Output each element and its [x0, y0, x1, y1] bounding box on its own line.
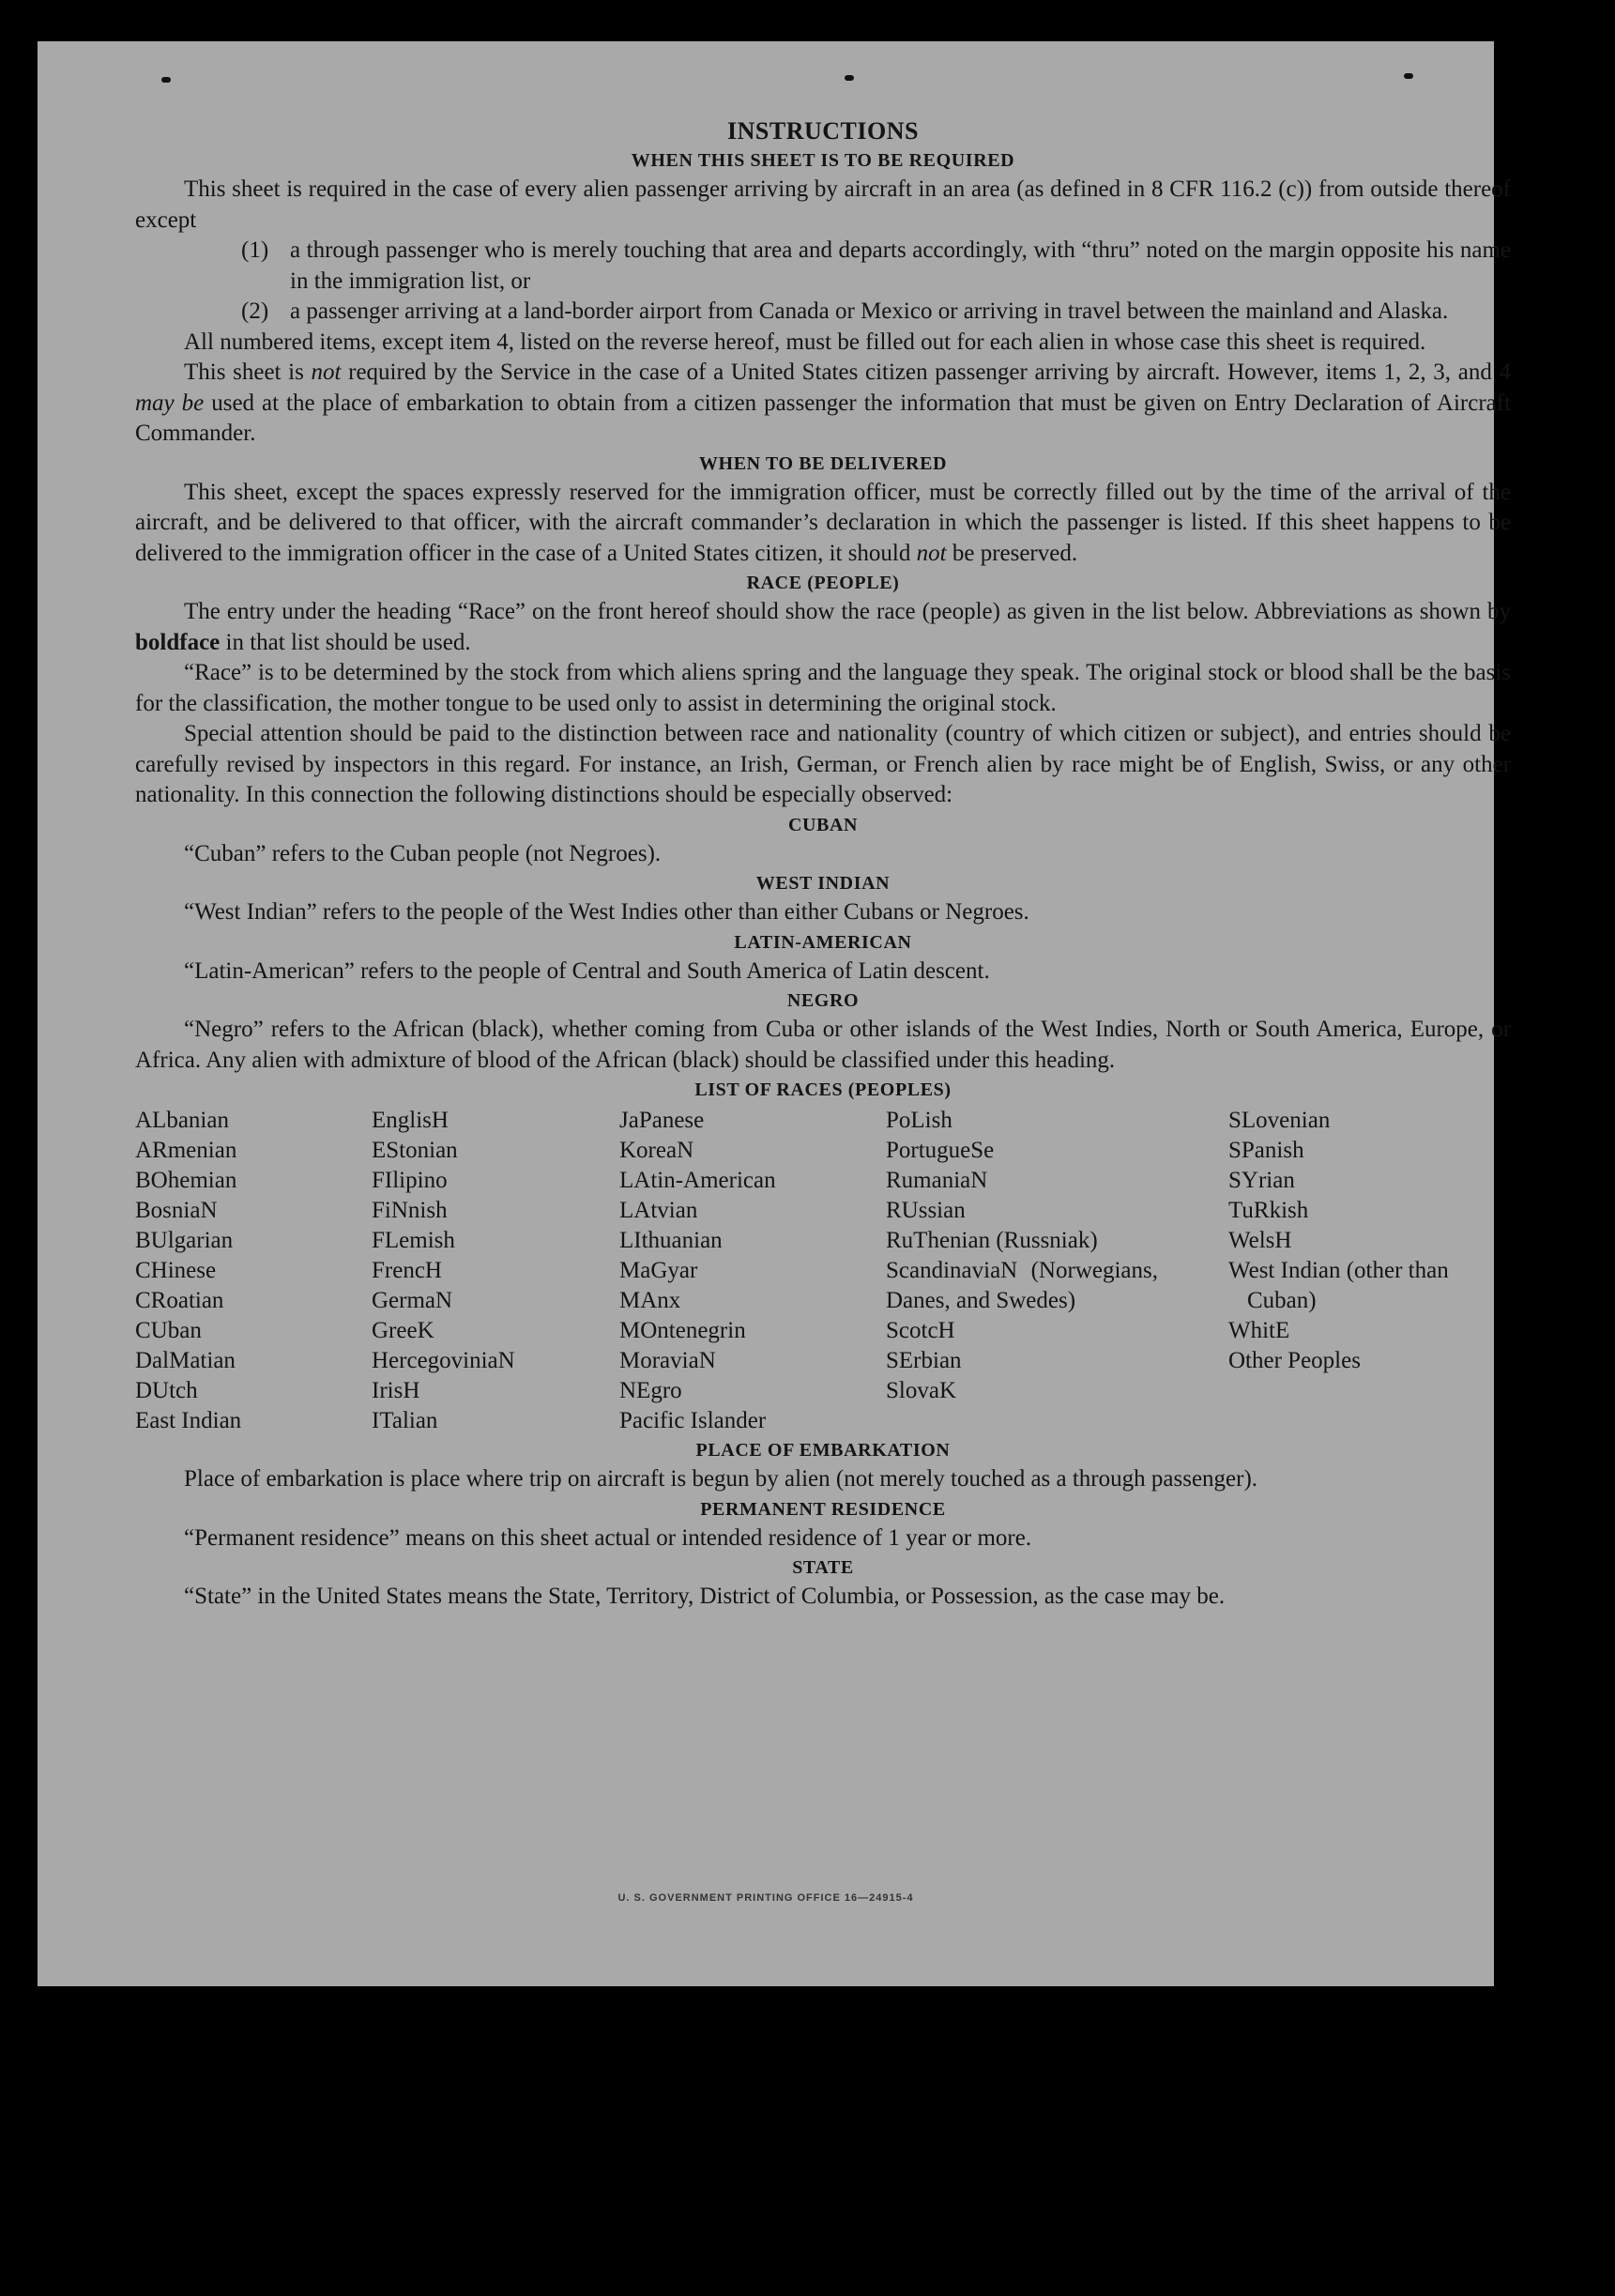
- text-run: required by the Service in the case of a United States citizen passenger arriving by aircraft. However, items 1, 2, 3, and 4: [341, 360, 1511, 385]
- paragraph: All numbered items, except item 4, listed on the reverse hereof, must be filled out for each alien in whose case this sheet is required.: [184, 329, 1426, 355]
- emphasis: may be: [135, 390, 205, 416]
- list-item: IrisH: [372, 1378, 420, 1403]
- text-run: This sheet, except the spaces expressly reserved for the immigration officer, must be correctly filled out by the time of the arrival of the aircraft, and be delivered to that officer, with the aircraft commander’s declaration in which the passenger is listed. If this sheet happens to be delivered to the immigration officer in the case of a United States citizen, it should: [135, 479, 1511, 566]
- list-item: LAtvian: [619, 1198, 698, 1223]
- list-item: MAnx: [619, 1288, 681, 1313]
- printer-imprint: U. S. GOVERNMENT PRINTING OFFICE 16—24915-4: [617, 1892, 914, 1904]
- paragraph: “West Indian” refers to the people of the West Indies other than either Cubans or Negroes.: [184, 899, 1029, 925]
- paragraph: “Permanent residence” means on this sheet actual or intended residence of 1 year or more.: [184, 1524, 1032, 1551]
- list-item: MaGyar: [619, 1258, 698, 1283]
- list-item: FLemish: [372, 1228, 455, 1253]
- item-text: a passenger arriving at a land-border airport from Canada or Mexico or arriving in travel between the mainland and Alaska.: [290, 298, 1449, 324]
- list-item: ITalian: [372, 1408, 438, 1433]
- list-item: PortugueSe: [886, 1138, 995, 1163]
- text-run: used at the place of embarkation to obtain from a citizen passenger the information that must be given on Entry Declaration of Aircraft Commander.: [135, 390, 1512, 446]
- list-item: RuThenian (Russniak): [886, 1228, 1098, 1253]
- list-item: DalMatian: [135, 1348, 236, 1373]
- paragraph: “Race” is to be determined by the stock from which aliens spring and the language they speak. The original stock or blood shall be the basis for the classification, the mother tongue to be used only to assist in determining the original stock.: [135, 660, 1511, 716]
- emphasis: not: [916, 540, 947, 566]
- paragraph: [135, 358, 1511, 450]
- paragraph: [135, 478, 1511, 570]
- list-item: ScotcH: [886, 1318, 955, 1343]
- list-item: Pacific Islander: [619, 1408, 767, 1433]
- list-item: WelsH: [1228, 1228, 1292, 1253]
- page-title: INSTRUCTIONS: [727, 117, 919, 145]
- paragraph: [135, 597, 1511, 658]
- list-item: DUtch: [135, 1378, 198, 1403]
- paragraph: Place of embarkation is place where trip on aircraft is begun by alien (not merely touched as a through passenger).: [184, 1466, 1258, 1492]
- list-item: SLovenian: [1228, 1108, 1331, 1133]
- list-item: BOhemian: [135, 1168, 237, 1193]
- list-item: GermaN: [372, 1288, 453, 1313]
- list-item: ARmenian: [135, 1138, 237, 1163]
- race-column-2: [372, 1106, 515, 1436]
- list-item: FiNnish: [372, 1198, 448, 1223]
- list-item: MoraviaN: [619, 1348, 716, 1373]
- item-number: (2): [241, 298, 269, 324]
- item-text: a through passenger who is merely touching that area and departs accordingly, with “thru” noted on the margin opposite his name in the immigration list, or: [290, 237, 1511, 294]
- heading-when-delivered: WHEN TO BE DELIVERED: [698, 452, 948, 474]
- list-item: JaPanese: [619, 1108, 705, 1133]
- race-column-1: [135, 1106, 241, 1436]
- list-item: Other Peoples: [1228, 1348, 1361, 1373]
- heading-list-of-races: LIST OF RACES (PEOPLES): [694, 1079, 952, 1100]
- paragraph: Special attention should be paid to the distinction between race and nationality (country of which citizen or subject), and entries should be carefully revised by inspectors in this regard. For instance, an Irish, German, or French alien by race might be of English, Swiss, or any other nationality. In this connection the following distinctions should be especially observed:: [135, 721, 1511, 807]
- list-item: CRoatian: [135, 1288, 224, 1313]
- list-item: RumaniaN: [886, 1168, 988, 1193]
- heading-embarkation: PLACE OF EMBARKATION: [695, 1440, 951, 1461]
- list-item: East Indian: [135, 1408, 242, 1433]
- list-item: FrencH: [372, 1258, 442, 1283]
- list-item: West Indian (other than Cuban): [1228, 1258, 1449, 1313]
- paragraph: “Latin-American” refers to the people of Central and South America of Latin descent.: [184, 957, 990, 984]
- item-number: (1): [241, 237, 269, 263]
- list-item: TuRkish: [1228, 1198, 1309, 1223]
- heading-latin-american: LATIN-AMERICAN: [734, 931, 912, 953]
- list-item: ScandinaviaN (Norwegians, Danes, and Swedes): [886, 1258, 1158, 1313]
- document-body: [135, 116, 1511, 1613]
- document-page: [38, 41, 1512, 1986]
- list-item: CUban: [135, 1318, 202, 1343]
- list-item: ALbanian: [135, 1108, 229, 1133]
- race-list: [135, 1106, 1511, 1436]
- heading-state: STATE: [792, 1557, 854, 1578]
- list-item: LAtin-American: [619, 1168, 776, 1193]
- list-item: KoreaN: [619, 1138, 694, 1163]
- text-run: This sheet is: [184, 360, 312, 385]
- list-item: MOntenegrin: [619, 1318, 746, 1343]
- list-item: SPanish: [1228, 1138, 1304, 1163]
- list-item: NEgro: [619, 1378, 682, 1403]
- scan-mark: [1404, 73, 1413, 79]
- list-item: SlovaK: [886, 1378, 956, 1403]
- list-item: GreeK: [372, 1318, 434, 1343]
- paragraph: “State” in the United States means the State, Territory, District of Columbia, or Possession, as the case may be.: [184, 1584, 1226, 1609]
- paragraph: “Negro” refers to the African (black), whether coming from Cuba or other islands of the West Indies, North or South America, Europe, or Africa. Any alien with admixture of blood of the African (black) should be classified under this heading.: [135, 1017, 1511, 1073]
- race-column-3: [619, 1106, 776, 1436]
- race-column-4: [886, 1106, 1158, 1406]
- list-item: BUlgarian: [135, 1228, 234, 1253]
- list-item: BosniaN: [135, 1198, 218, 1223]
- list-item: FIlipino: [372, 1168, 448, 1193]
- heading-west-indian: WEST INDIAN: [755, 873, 891, 894]
- list-item: EnglisH: [372, 1108, 449, 1133]
- text-run: The entry under the heading “Race” on the front hereof should show the race (people) as given in the list below. Abbreviations as shown by: [184, 599, 1511, 624]
- heading-negro: NEGRO: [786, 990, 860, 1011]
- heading-permanent-residence: PERMANENT RESIDENCE: [700, 1498, 946, 1520]
- list-item: [241, 236, 1511, 297]
- list-item: RUssian: [886, 1198, 966, 1223]
- heading-race: RACE (PEOPLE): [746, 573, 900, 593]
- text-run: in that list should be used.: [220, 629, 471, 655]
- emphasis: not: [311, 360, 342, 385]
- list-item: SErbian: [886, 1348, 962, 1373]
- heading-cuban: CUBAN: [787, 814, 859, 835]
- heading-when-required: WHEN THIS SHEET IS TO BE REQUIRED: [631, 150, 1015, 171]
- text-run: be preserved.: [946, 540, 1078, 566]
- list-item: [241, 297, 1511, 328]
- list-item: SYrian: [1228, 1168, 1295, 1193]
- list-item: CHinese: [135, 1258, 217, 1283]
- paragraph: This sheet is required in the case of every alien passenger arriving by aircraft in an area (as defined in 8 CFR 116.2 (c)) from outside thereof except: [135, 176, 1511, 233]
- list-item: PoLish: [886, 1108, 952, 1133]
- list-item: HercegoviniaN: [372, 1348, 515, 1373]
- scan-mark: [161, 77, 171, 83]
- race-column-5: [1228, 1106, 1510, 1376]
- list-item: LIthuanian: [619, 1228, 723, 1253]
- scan-mark: [845, 75, 854, 81]
- bold-text: boldface: [135, 629, 221, 655]
- list-item: EStonian: [372, 1138, 458, 1163]
- paragraph: “Cuban” refers to the Cuban people (not Negroes).: [184, 840, 662, 866]
- list-item: WhitE: [1228, 1318, 1290, 1343]
